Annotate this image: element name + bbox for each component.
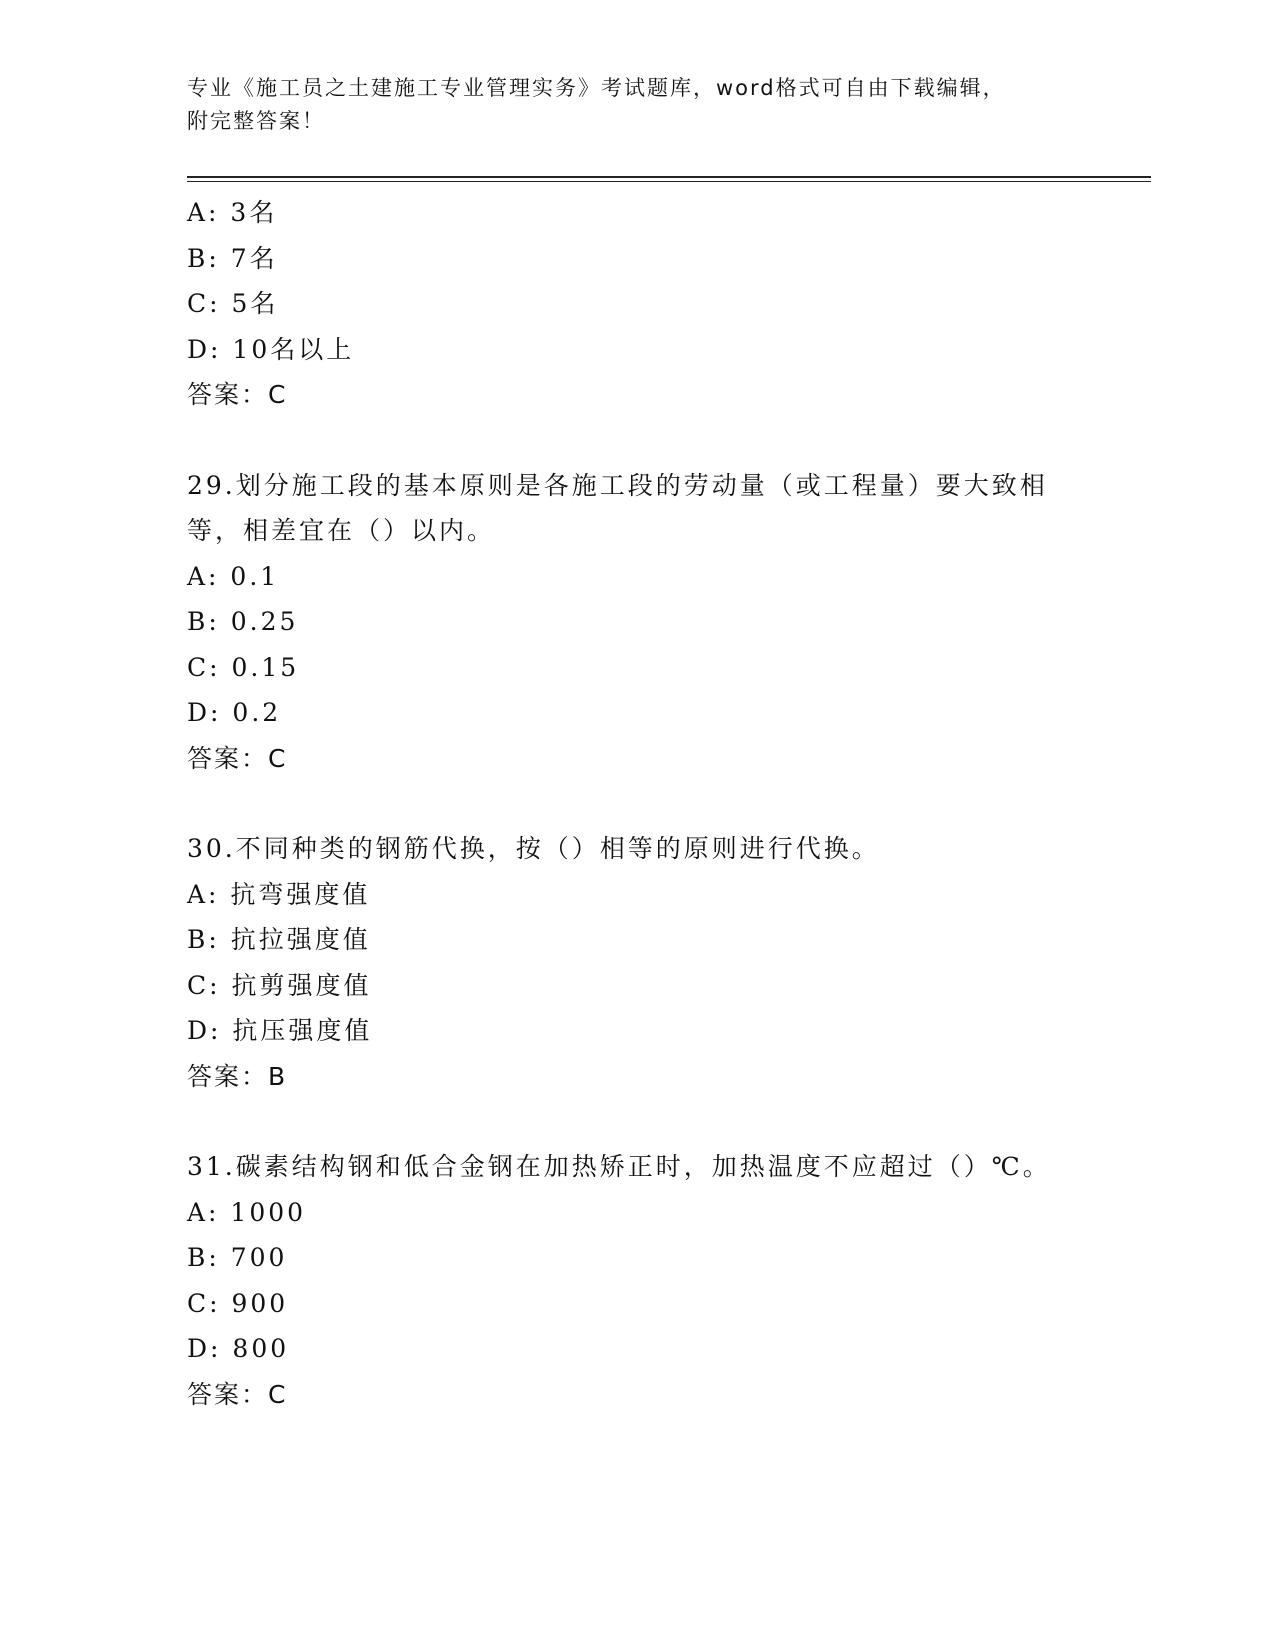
option-a: A: 1000	[187, 1197, 307, 1227]
option-b: B: 700	[187, 1243, 288, 1272]
answer-line: 答案：C	[187, 1379, 288, 1409]
answer-line: 答案：C	[187, 380, 288, 409]
option-c: C: 抗剪强度值	[187, 970, 372, 1000]
header-divider-thick	[187, 176, 1151, 178]
option-d: D: 抗压强度值	[187, 1016, 373, 1045]
header-divider-thin	[187, 181, 1151, 182]
header-line-2: 附完整答案！	[187, 109, 325, 133]
option-b: B: 0.25	[187, 607, 299, 636]
option-a: A: 3名	[187, 198, 278, 227]
option-c: C: 900	[187, 1288, 289, 1318]
option-b: B: 7名	[187, 243, 278, 273]
question-28	[187, 190, 1107, 418]
option-d: D: 10名以上	[187, 334, 355, 364]
question-31	[187, 1144, 1107, 1417]
option-a: A: 抗弯强度值	[187, 879, 371, 909]
question-text-line-1: 31.碳素结构钢和低合金钢在加热矫正时，加热温度不应超过（）℃。	[187, 1152, 1051, 1181]
option-c: C: 5名	[187, 289, 279, 318]
header-line-1: 专业《施工员之土建施工专业管理实务》考试题库，word格式可自由下载编辑，	[187, 76, 1006, 100]
document-header	[187, 72, 1087, 138]
question-list	[187, 190, 1107, 1417]
question-text-line-1: 29.划分施工段的基本原则是各施工段的劳动量（或工程量）要大致相	[187, 470, 1048, 500]
option-c: C: 0.15	[187, 652, 300, 682]
question-30	[187, 826, 1107, 1099]
option-b: B: 抗拉强度值	[187, 925, 371, 954]
option-d: D: 0.2	[187, 698, 282, 727]
answer-line: 答案：B	[187, 1061, 288, 1091]
option-d: D: 800	[187, 1334, 290, 1363]
question-29	[187, 463, 1107, 782]
option-a: A: 0.1	[187, 561, 280, 591]
question-text-line-2: 等，相差宜在（）以内。	[187, 516, 496, 545]
question-text-line-1: 30.不同种类的钢筋代换，按（）相等的原则进行代换。	[187, 834, 880, 863]
answer-line: 答案：C	[187, 743, 288, 773]
